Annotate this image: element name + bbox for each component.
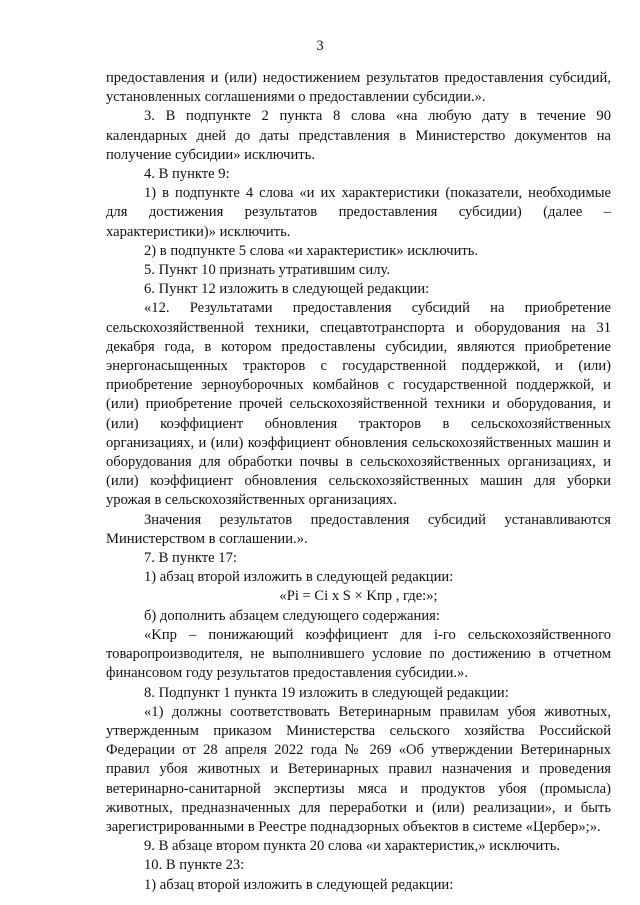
paragraph-item-7: 7. В пункте 17: [144, 550, 237, 567]
paragraph-item-3: 3. В подпункте 2 пункта 8 слова «на любую дату в течение 90 календарных дней до даты представления в Министерство документов на получение субсидии» исключить. [106, 108, 611, 163]
paragraph-continuation: предоставления и (или) недостижением результатов предоставления субсидий, установленных соглашениями о предоставлении субсидии.». [106, 70, 611, 106]
paragraph-item-9: 9. В абзаце втором пункта 20 слова «и характеристик,» исключить. [144, 838, 561, 855]
document-body [106, 69, 611, 895]
paragraph-item-7-1: 1) абзац второй изложить в следующей редакции: [144, 569, 454, 586]
paragraph-coefficient-definition: «Kпр – понижающий коэффициент для i-го сельскохозяйственного товаропроизводителя, не выполнившего условие по достижению в отчетном финансовом году результатов предоставления субсидии.». [106, 626, 611, 682]
paragraph-item-5: 5. Пункт 10 признать утратившим силу. [144, 262, 390, 279]
formula-line: «Pi = Ci x S × Kпр , где:»; [279, 588, 438, 605]
paragraph-item-6: 6. Пункт 12 изложить в следующей редакции: [144, 281, 430, 298]
paragraph-clause-12: «12. Результатами предоставления субсидий на приобретение сельскохозяйственной техники, спецавтотранспорта и оборудования на 31 декабря года, в котором предоставлены субсидии, являются приобретение энергонасыщенных тракторов с государственной поддержкой, и (или) приобретение зерноуборочных комбайнов с государственной поддержкой, и (или) приобретение прочей сельскохозяйственной техники и оборудования, и (или) коэффициент обновления тракторов в сельскохозяйственных организациях, и (или) коэффициент обновления сельскохозяйственных машин и оборудования для обработки почвы в сельскохозяйственных организациях, и (или) коэффициент обновления сельскохозяйственных машин для уборки урожая в сельскохозяйственных организациях. [106, 300, 611, 509]
page-number: 3 [316, 38, 324, 54]
paragraph-item-8: 8. Подпункт 1 пункта 19 изложить в следующей редакции: [144, 684, 509, 701]
paragraph-item-8-text: «1) должны соответствовать Ветеринарным правилам убоя животных, утвержденным приказом Министерства сельского хозяйства Российской Федерации от 28 апреля 2022 года № 269 «Об утверждении Ветеринарных правил убоя животных и Ветеринарных правил назначения и проведения ветеринарно-санитарной экспертизы мяса и продуктов убоя (промысла) животных, предназначенных для переработки и (или) реализации», и быть зарегистрированными в Реестре поднадзорных объектов в системе «Цербер»;». [106, 703, 611, 835]
paragraph-item-10: 10. В пункте 23: [144, 857, 245, 874]
paragraph-item-7-b: б) дополнить абзацем следующего содержания: [144, 607, 440, 624]
paragraph-item-10-1: 1) абзац второй изложить в следующей редакции: [144, 876, 454, 893]
paragraph-item-4: 4. В пункте 9: [144, 166, 230, 183]
paragraph-clause-12-values: Значения результатов предоставления субсидий устанавливаются Министерством в соглашении.». [106, 511, 611, 547]
paragraph-item-4-1: 1) в подпункте 4 слова «и их характеристики (показатели, необходимые для достижения результатов предоставления субсидии) (далее – характеристики)» исключить. [106, 185, 611, 240]
paragraph-item-4-2: 2) в подпункте 5 слова «и характеристик» исключить. [144, 242, 479, 259]
